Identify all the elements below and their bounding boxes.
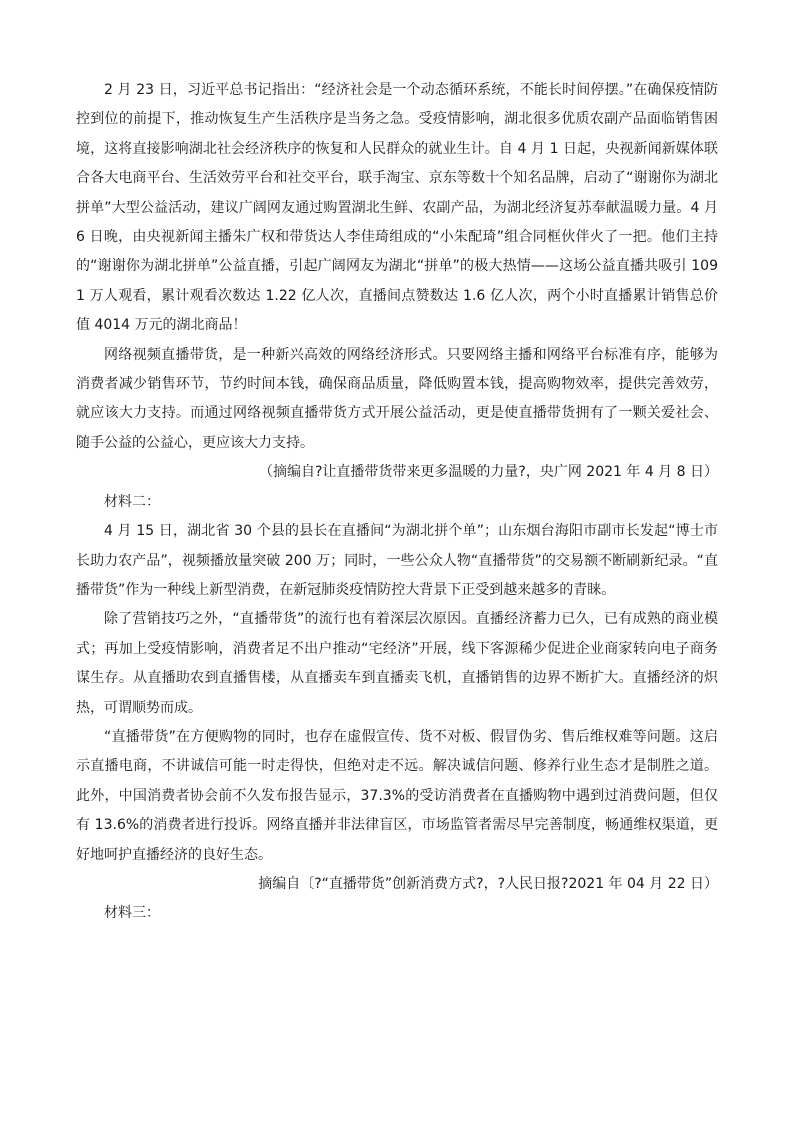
material-three-label: 材料三： <box>104 905 160 922</box>
paragraph-live-commerce: 网络视频直播带货，是一种新兴高效的网络经济形式。只要网络主播和网络平台标准有序，能够为消费者减少销售环节，节约时间本钱，确保商品质量，降低购置本钱，提高购物效率，提供完善效劳，就应该大力支持。而通过网络视频直播带货方式开展公益活动，更是使直播带货拥有了一颗关爱社会、随手公益的公益心，更应该大力支持。 <box>76 346 718 451</box>
paragraph-county-heads: 4 月 15 日，湖北省 30 个县的县长在直播间“为湖北拼个单”；山东烟台海阳市副市长发起“博士市长助力农产品”，视频播放量突破 200 万；同时，一些公众人物“直播带货”的交易额不断刷新纪录。“直播带货”作为一种线上新型消费，在新冠肺炎疫情防控大背景下正受到越来越多的青睐。 <box>76 523 718 598</box>
document-body <box>76 76 718 929</box>
source-citation-2: 摘编自〔?“直播带货”创新消费方式?，?人民日报?2021 年 04 月 22 日） <box>258 875 718 892</box>
paragraph-xi-quote: 2 月 23 日，习近平总书记指出：“经济社会是一个动态循环系统，不能长时间停摆。”在确保疫情防控到位的前提下，推动恢复生产生活秩序是当务之急。受疫情影响，湖北很多优质农副产品面临销售困境，这将直接影响湖北社会经济秩序的恢复和人民群众的就业生计。自 4 月 1 日起，央视新闻新媒体联合各大电商平台、生活效劳平台和社交平台，联手淘宝、京东等数十个知名品牌，启动了“谢谢你为湖北拼单”大型公益活动，建议广阔网友通过购置湖北生鲜、农副产品，为湖北经济复苏奉献温暖力量。4 月 6 日晚，由央视新闻主播朱广权和带货达人李佳琦组成的“小朱配琦”组合同框伙伴火了一把。他们主持的“谢谢你为湖北拼单”公益直播，引起广阔网友为湖北“拼单”的极大热情——这场公益直播共吸引 1091 万人观看，累计观看次数达 1.22 亿人次，直播间点赞数达 1.6 亿人次，两个小时直播累计销售总价值 4014 万元的湖北商品！ <box>76 82 718 334</box>
paragraph-deep-reasons: 除了营销技巧之外，“直播带货”的流行也有着深层次原因。直播经济蓄力已久，已有成熟的商业模式；再加上受疫情影响，消费者足不出户推动“宅经济”开展，线下客源稀少促进企业商家转向电子商务谋生存。从直播助农到直播售楼，从直播卖车到直播卖飞机，直播销售的边界不断扩大。直播经济的炽热，可谓顺势而成。 <box>76 611 718 716</box>
source-citation-1: （摘编自?让直播带货带来更多温暖的力量?，央广网 2021 年 4 月 8 日） <box>258 464 718 481</box>
material-two-label: 材料二： <box>104 493 160 510</box>
paragraph-problems: “直播带货”在方便购物的同时，也存在虚假宣传、货不对板、假冒伪劣、售后维权难等问题。这启示直播电商，不讲诚信可能一时走得快，但绝对走不远。解决诚信问题、修养行业生态才是制胜之道。此外，中国消费者协会前不久发布报告显示，37.3%的受访消费者在直播购物中遇到过消费问题，但仅有 13.6%的消费者进行投诉。网络直播并非法律盲区，市场监管者需尽早完善制度，畅通维权渠道，更好地呵护直播经济的良好生态。 <box>76 728 718 863</box>
